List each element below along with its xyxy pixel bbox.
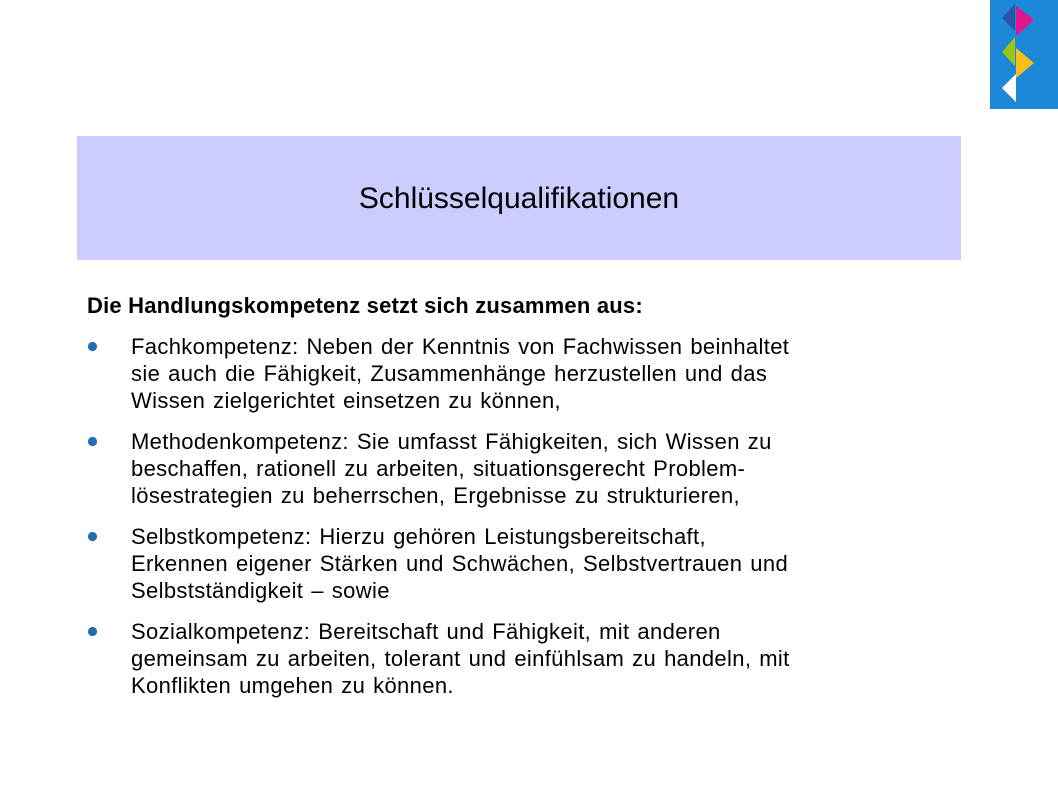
item-line: Selbstständigkeit – sowie bbox=[131, 578, 390, 603]
item-line: sie auch die Fähigkeit, Zusammenhänge herzustellen und das bbox=[131, 361, 768, 386]
colored-triangles-logo-icon bbox=[990, 0, 1058, 109]
item-line: beschaffen, rationell zu arbeiten, situationsgerecht Problem- bbox=[131, 456, 746, 481]
item-line: gemeinsam zu arbeiten, tolerant und einfühlsam zu handeln, mit bbox=[131, 646, 790, 671]
list-item bbox=[87, 333, 977, 414]
item-line: Konflikten umgehen zu können. bbox=[131, 673, 454, 698]
bullet-icon bbox=[87, 436, 98, 447]
competence-list bbox=[87, 333, 977, 713]
slide-title: Schlüsselqualifikationen bbox=[358, 182, 680, 215]
list-item bbox=[87, 618, 977, 699]
bullet-icon bbox=[87, 626, 98, 637]
item-line: Methodenkompetenz: Sie umfasst Fähigkeiten, sich Wissen zu bbox=[131, 429, 772, 454]
bullet-icon bbox=[87, 341, 98, 352]
list-item bbox=[87, 523, 977, 604]
title-box bbox=[77, 136, 961, 260]
item-line: Wissen zielgerichtet einsetzen zu können, bbox=[131, 388, 562, 413]
list-item bbox=[87, 428, 977, 509]
item-line: Selbstkompetenz: Hierzu gehören Leistungsbereitschaft, bbox=[131, 524, 706, 549]
bullet-icon bbox=[87, 531, 98, 542]
intro-text: Die Handlungskompetenz setzt sich zusammen aus: bbox=[87, 293, 643, 318]
item-line: Erkennen eigener Stärken und Schwächen, Selbstvertrauen und bbox=[131, 551, 789, 576]
item-line: Sozialkompetenz: Bereitschaft und Fähigkeit, mit anderen bbox=[131, 619, 721, 644]
item-line: Fachkompetenz: Neben der Kenntnis von Fachwissen beinhaltet bbox=[131, 334, 790, 359]
item-line: lösestrategien zu beherrschen, Ergebnisse zu strukturieren, bbox=[131, 483, 741, 508]
